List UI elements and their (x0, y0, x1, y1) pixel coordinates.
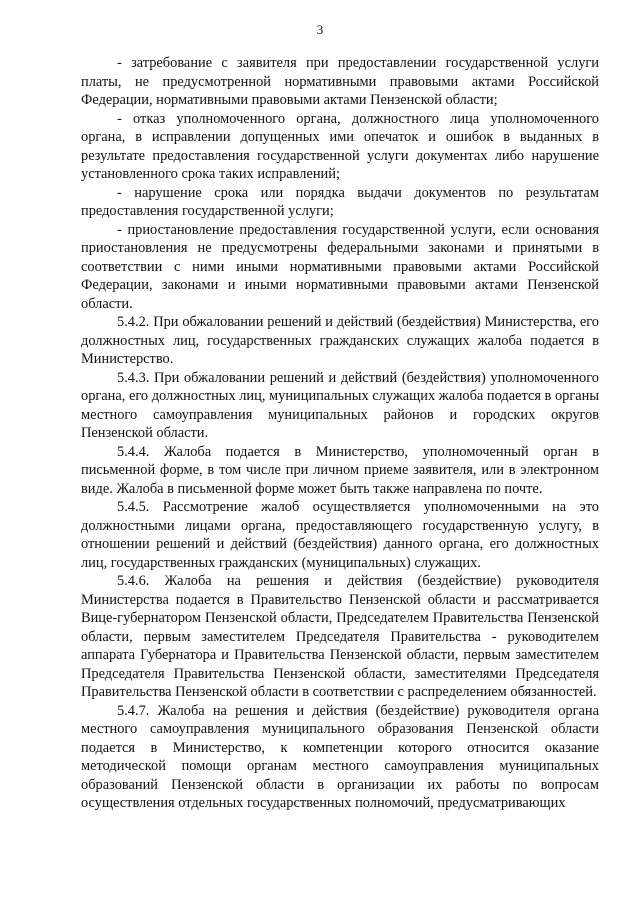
page-number: 3 (316, 22, 324, 37)
paragraph-5-4-5: 5.4.5. Рассмотрение жалоб осуществляется уполномоченными на это должностными лицами органа, предоставляющего государственную услугу, в отношении решений и действий (бездействия) данного органа, его должностных лиц, государственных гражданских (муниципальных) служащих. (81, 499, 599, 571)
paragraph-5-4-6: 5.4.6. Жалоба на решения и действия (бездействие) руководителя Министерства подается в Правительство Пензенской области и рассматривается Вице-губернатором Пензенской области, Председателем Правительства Пензенской области, первым заместителем Председателя Правительства - руководителем аппарата Губернатора и Правительства Пензенской области, первым заместителем Председателя Правительства Пензенской области, заместителями Председателя Правительства Пензенской области в соответствии с распределением обязанностей. (81, 573, 599, 700)
paragraph-fee-demand: - затребование с заявителя при предоставлении государственной услуги платы, не предусмотренной нормативными правовыми актами Российской Федерации, нормативными правовыми актами Пензенской области; (81, 55, 599, 108)
paragraph-5-4-7: 5.4.7. Жалоба на решения и действия (бездействие) руководителя органа местного самоуправления муниципального образования Пензенской области подается в Министерство, к компетенции которого относится оказание методической помощи органам местного самоуправления муниципальных образований Пензенской области в организации их работы по вопросам осуществления отдельных государственных полномочий, предусматривающих (81, 702, 599, 811)
paragraph-issuance-delay: - нарушение срока или порядка выдачи документов по результатам предоставления государственной услуги; (81, 184, 599, 219)
paragraph-5-4-4: 5.4.4. Жалоба подается в Министерство, уполномоченный орган в письменной форме, в том числе при личном приеме заявителя, или в электронном виде. Жалоба в письменной форме может быть также направлена по почте. (81, 443, 599, 497)
document-body (81, 54, 599, 813)
paragraph-refusal-corrections: - отказ уполномоченного органа, должностного лица уполномоченного органа, в исправлении допущенных ими опечаток и ошибок в выданных в результате предоставления государственной услуги документах либо нарушение установленного срока таких исправлений; (81, 110, 599, 182)
paragraph-5-4-3: 5.4.3. При обжаловании решений и действий (бездействия) уполномоченного органа, его должностных лиц, муниципальных служащих жалоба подается в органы местного самоуправления муниципальных районов и городских округов Пензенской области. (81, 369, 599, 441)
paragraph-5-4-2: 5.4.2. При обжаловании решений и действий (бездействия) Министерства, его должностных лиц, государственных гражданских служащих жалоба подается в Министерство. (81, 314, 599, 367)
paragraph-suspension: - приостановление предоставления государственной услуги, если основания приостановления не предусмотрены федеральными законами и принятыми в соответствии с ними иными нормативными правовыми актами Российской Федерации, законами и иными нормативными правовыми актами Пензенской области. (81, 221, 599, 312)
